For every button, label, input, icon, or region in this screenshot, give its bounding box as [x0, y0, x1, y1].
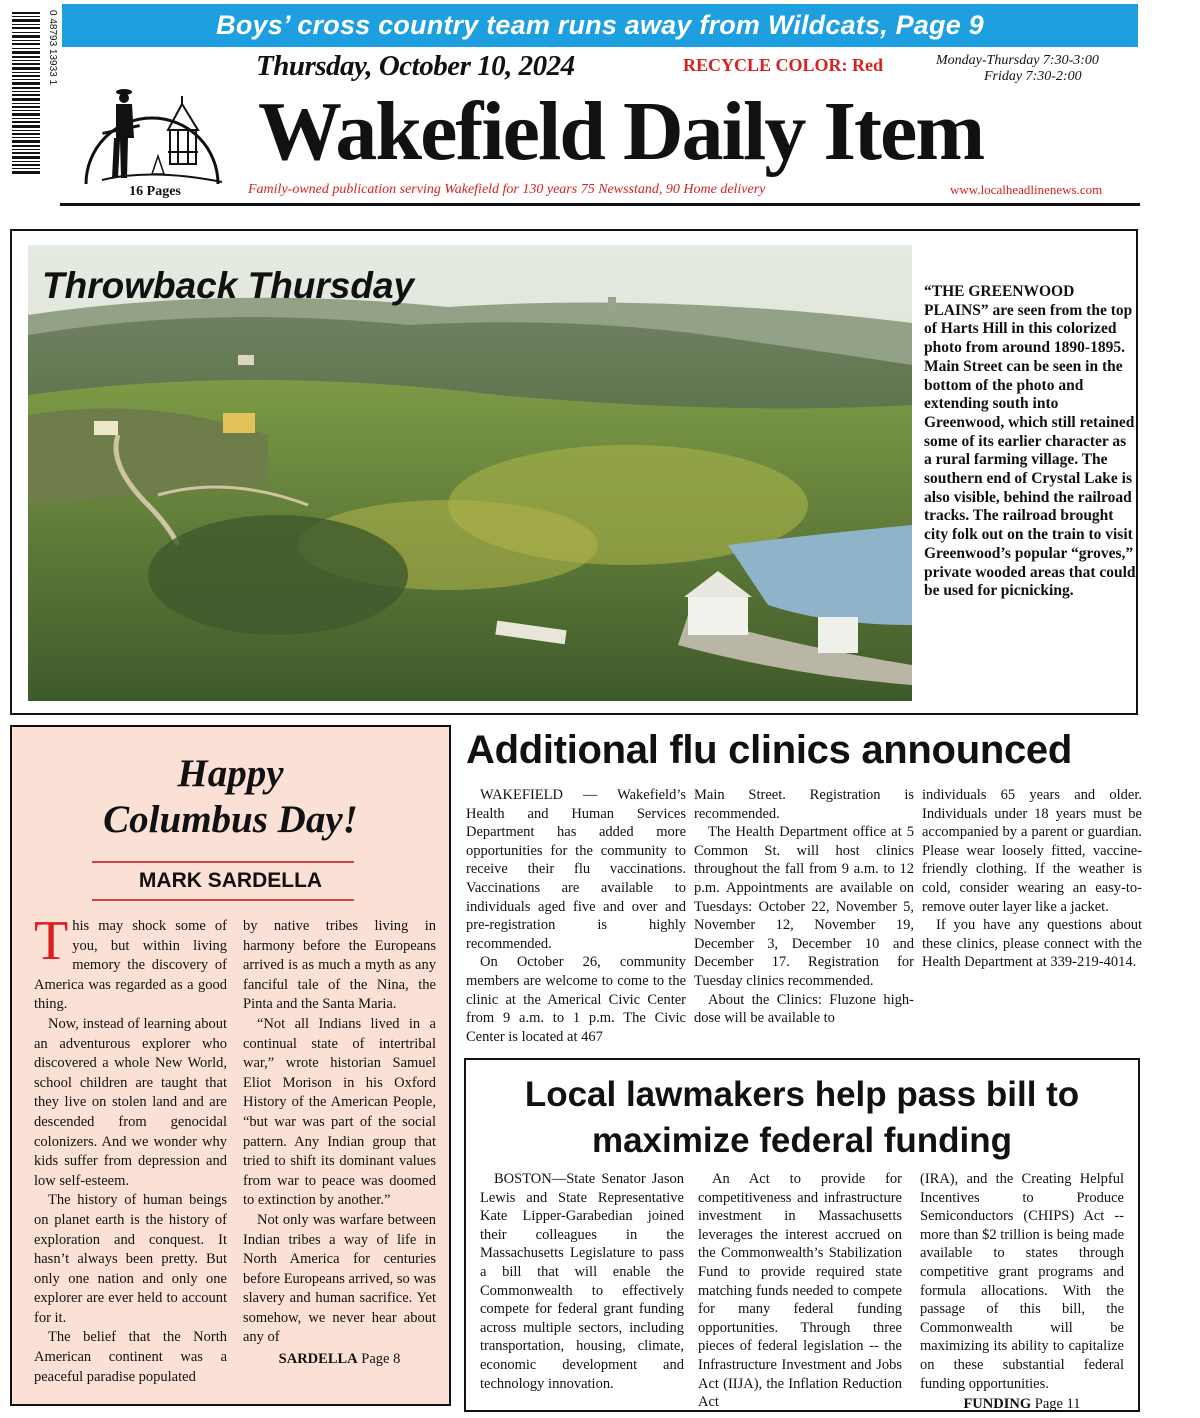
article-paragraph: About the Clinics: Fluzone high-dose will be available to	[694, 991, 914, 1027]
photo-headline: Throwback Thursday	[42, 265, 415, 306]
hours-weekday: Monday-Thursday 7:30-3:00	[936, 53, 1099, 68]
lawmakers-text-col-3	[920, 1170, 1124, 1414]
column-headline	[12, 751, 449, 843]
column-headline-line-2: Columbus Day!	[103, 798, 358, 841]
flu-text-col-3	[922, 786, 1142, 972]
article-paragraph: An Act to provide for competitiveness and infrastructure investment in Massachusetts leverages the interest accrued on the Commonwealth’s Stabilization Fund to provide required state matching funds needed to compete for many federal funding opportunities. Through three pieces of federal legislation -- the Infrastructure Investment and Jobs Act (IIJA), the Inflation Reduction Act	[698, 1171, 902, 1411]
barcode	[6, 4, 56, 184]
photo-caption: “THE GREENWOOD PLAINS” are seen from the top of Harts Hill in this colorized photo from around 1890-1895. Main Street can be seen in the bottom of the photo and extending south into Greenwood, which still retained some of its earlier character as a rural farming village. The southern end of Crystal Lake is also visible, behind the railroad tracks. The railroad brought city folk out on the train to visit Greenwood’s popular “groves,” private wooded areas that could be used for picnicking.	[924, 283, 1136, 600]
hours-friday: Friday 7:30-2:00	[984, 69, 1082, 84]
column-headline-line-1: Happy	[177, 752, 284, 795]
recycle-color: RECYCLE COLOR: Red	[683, 55, 884, 75]
article-paragraph: If you have any questions about these clinics, please connect with the Health Department at 339-219-4014.	[922, 917, 1142, 971]
page-count: 16 Pages	[129, 184, 181, 199]
opinion-column	[10, 725, 451, 1406]
column-paragraph: The history of human beings on planet earth is the history of exploration and conquest. It hasn’t always been pretty. But only one nation and only one explorer are ever held to account for it.	[34, 1192, 227, 1326]
byline-rule-top	[92, 861, 354, 863]
jump-page: Page 11	[1034, 1396, 1081, 1413]
column-paragraph: by native tribes living in harmony before the Europeans arrived is as much a myth as any fanciful tale of the Nina, the Pinta and the Santa Maria.	[243, 918, 436, 1013]
top-banner-headline[interactable]: Boys’ cross country team runs away from Wildcats, Page 9	[62, 4, 1138, 47]
article-paragraph: WAKEFIELD — Wakefield’s Health and Human Services Department has added more opportunities for the community to receive their flu vaccinations. Vaccinations are available to individuals aged five and over and pre-registration is highly recommended.	[466, 787, 686, 952]
column-paragraph: Not only was warfare between Indian tribes a way of life in North America for centuries before Europeans arrived, so was slavery and human sacrifice. Yet somehow, we never hear about any of	[243, 1211, 436, 1346]
article-paragraph: (IRA), and the Creating Helpful Incentives to Produce Semiconductors (CHIPS) Act -- more than $2 trillion is being made available to states through competitive grant programs and formula allocations. With the passage of this bill, the Commonwealth will be maximizing its ability to capitalize on these substantial federal funding opportunities.	[920, 1171, 1124, 1392]
column-paragraph	[34, 910, 227, 1015]
newspaper-title: Wakefield Daily Item	[258, 85, 984, 178]
lawmakers-text-col-2	[698, 1170, 902, 1412]
photo-feature	[10, 229, 1138, 715]
column-paragraph: “Not all Indians lived in a continual state of intertribal war,” wrote historian Samuel Eliot Morison in his Oxford History of the American People, “but war was part of the social pattern. Any Indian group that tried to shift its dominant values from war to peace was doomed to extinction by another.”	[243, 1015, 436, 1209]
masthead-rule	[60, 203, 1140, 206]
lawmakers-text-col-1	[480, 1170, 684, 1393]
jump-page: Page 8	[361, 1351, 401, 1368]
article-paragraph: individuals 65 years and older. Individuals under 18 years must be accompanied by a parent or guardian. Please wear loosely fitted, vaccine-friendly clothing. If the weather is cold, consider wearing an easy-to-remove outer layer like a jacket.	[922, 787, 1142, 915]
column-paragraph: Now, instead of learning about an adventurous explorer who discovered a whole New World, school children are taught that they live on stolen land and are descended from genocidal colonizers. And we wonder why kids suffer from depression and low self-esteem.	[34, 1015, 227, 1189]
column-text-col-2	[243, 917, 436, 1370]
lawmakers-headline-line-1: Local lawmakers help pass bill to	[524, 1075, 1080, 1114]
newspaper-logo	[72, 56, 230, 192]
jump-word: FUNDING	[963, 1396, 1032, 1413]
office-hours	[936, 53, 1136, 85]
colorized-landscape-photo[interactable]	[28, 245, 912, 701]
lawmakers-headline-line-2: maximize federal funding	[591, 1121, 1013, 1160]
flu-text-col-2	[694, 786, 914, 1028]
article-paragraph: The Health Department office at 5 Common St. will host clinics throughout the fall from 9 a.m. to 12 p.m. Appointments are available on Tuesdays: October 22, November 5, November 12, November 19, December 3, December 10 and December 17. Registration for Tuesday clinics recommended.	[694, 824, 914, 989]
column-byline: MARK SARDELLA	[138, 869, 323, 892]
flu-article-headline[interactable]: Additional flu clinics announced	[466, 728, 1072, 772]
drop-cap: T	[34, 910, 69, 972]
article-paragraph: Main Street. Registration is recommended.	[694, 787, 914, 822]
tagline: Family-owned publication serving Wakefield for 130 years 75 Newsstand, 90 Home delivery	[248, 182, 766, 197]
flu-text-col-1	[466, 786, 686, 1046]
lawmakers-headline[interactable]	[466, 1072, 1138, 1164]
website-link[interactable]: www.localheadlinenews.com	[950, 182, 1103, 197]
byline-rule-bottom	[92, 899, 354, 901]
lawmakers-jump-link[interactable]	[920, 1395, 1124, 1414]
issue-date: Thursday, October 10, 2024	[256, 50, 575, 82]
barcode-number: 0 48793 13933 1	[47, 10, 58, 86]
column-text-col-1	[34, 910, 227, 1387]
barcode-graphic	[6, 4, 56, 184]
article-paragraph: BOSTON—State Senator Jason Lewis and State Representative Kate Lipper-Garabedian joined their colleagues in the Massachusetts Legislature to pass a bill that will enable the Commonwealth to effectively compete for federal grant funding across multiple sectors, including transportation, housing, climate, economic development and technology innovation.	[480, 1171, 684, 1392]
column-paragraph: The belief that the North American continent was a peaceful paradise populated	[34, 1329, 227, 1385]
article-paragraph: On October 26, community members are welcome to come to the clinic at the Americal Civic Center from 9 a.m. to 1 p.m. The Civic Center is located at 467	[466, 954, 686, 1045]
column-jump-link[interactable]	[243, 1350, 436, 1370]
lawmakers-article	[464, 1058, 1140, 1412]
jump-word: SARDELLA	[278, 1351, 358, 1368]
column-p1-text: his may shock some of you, but within living memory the discovery of America was regarded as a good thing.	[34, 918, 227, 1013]
